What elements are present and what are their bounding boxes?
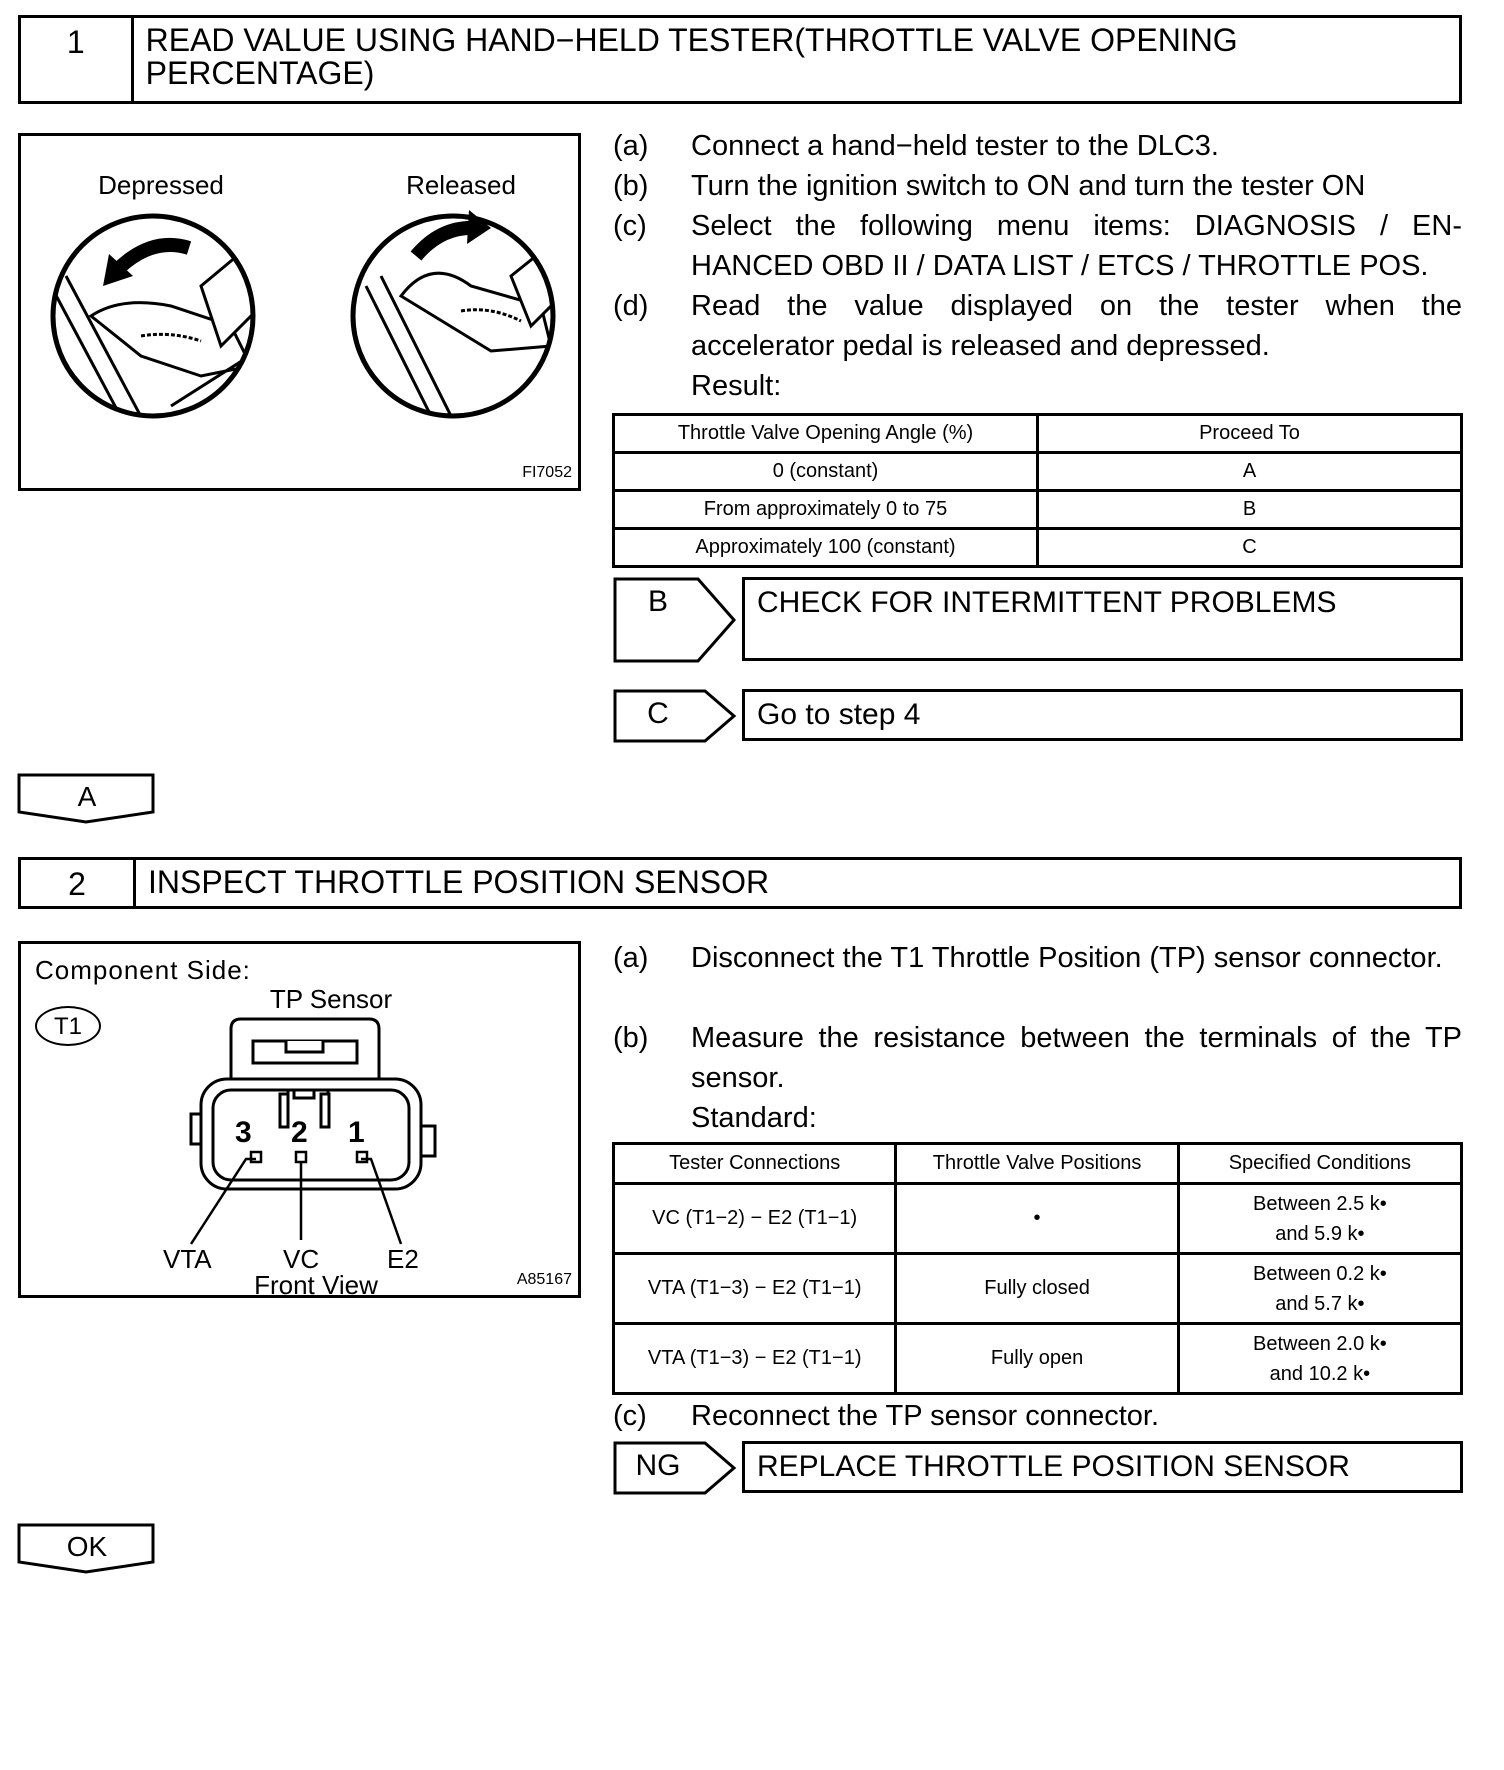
table-cell: • xyxy=(896,1184,1178,1254)
branch-ng-text: REPLACE THROTTLE POSITION SENSOR xyxy=(757,1450,1350,1483)
instruction-a xyxy=(613,126,1462,166)
instruction-b xyxy=(613,166,1462,206)
condition-line: Between 2.0 k• xyxy=(1253,1332,1387,1355)
table-cell: B xyxy=(1038,491,1462,529)
branch-b-label: B xyxy=(647,585,668,618)
table-row xyxy=(614,1324,1462,1394)
connector-id: T1 xyxy=(53,1013,82,1040)
result-label: Result: xyxy=(691,370,782,402)
table-header: Proceed To xyxy=(1038,415,1462,453)
table-cell xyxy=(1178,1324,1461,1394)
next-a-label: A xyxy=(77,781,97,812)
branch-ng-action xyxy=(742,1441,1463,1493)
instruction-label: (c) xyxy=(613,1400,647,1432)
table-row xyxy=(614,529,1462,567)
instruction-text: Disconnect the T1 Throttle Position (TP) sensor connector. xyxy=(691,942,1443,974)
table-cell xyxy=(1178,1184,1461,1254)
table-cell: C xyxy=(1038,529,1462,567)
table-header-row xyxy=(614,1144,1462,1184)
table-cell: 0 (constant) xyxy=(614,453,1038,491)
step2-number: 2 xyxy=(21,860,136,906)
label-released: Released xyxy=(406,170,516,200)
condition-line: and 5.7 k• xyxy=(1275,1292,1365,1315)
instruction-label: (b) xyxy=(613,170,649,202)
instruction-text: Measure the resistance between the terminals of the TP sensor. xyxy=(691,1022,1462,1094)
table-row xyxy=(614,453,1462,491)
table-row xyxy=(614,491,1462,529)
table-header: Throttle Valve Opening Angle (%) xyxy=(614,415,1038,453)
table-cell: VTA (T1−3) − E2 (T1−1) xyxy=(614,1324,896,1394)
figure-code: FI7052 xyxy=(522,464,572,481)
front-view-label: Front View xyxy=(254,1270,378,1300)
connector-figure xyxy=(18,941,581,1298)
branch-b-action xyxy=(742,577,1463,661)
table-cell: Fully closed xyxy=(896,1254,1178,1324)
table-cell: Fully open xyxy=(896,1324,1178,1394)
pedal-illustration xyxy=(21,136,578,488)
table-header-row xyxy=(614,415,1462,453)
instruction-c xyxy=(613,1396,1462,1436)
instruction-label: (d) xyxy=(613,290,649,322)
pin-label-vta: VTA xyxy=(163,1244,212,1274)
condition-line: Between 2.5 k• xyxy=(1253,1192,1387,1215)
condition-line: Between 0.2 k• xyxy=(1253,1262,1387,1285)
table-cell xyxy=(1178,1254,1461,1324)
component-side-label: Component Side: xyxy=(35,955,251,985)
pin-3: 3 xyxy=(235,1116,252,1149)
result-table xyxy=(612,413,1463,568)
instruction-label: (b) xyxy=(613,1022,649,1054)
branch-c-action xyxy=(742,689,1463,741)
instruction-text: Read the value displayed on the tester when the accelerator pedal is released and depressed. xyxy=(691,290,1462,362)
table-cell: Approximately 100 (constant) xyxy=(614,529,1038,567)
arrow-up-icon xyxy=(416,228,476,256)
arrow-down-icon xyxy=(116,245,189,271)
table-cell: VC (T1−2) − E2 (T1−1) xyxy=(614,1184,896,1254)
condition-line: and 10.2 k• xyxy=(1269,1362,1371,1385)
branch-ng-label: NG xyxy=(635,1449,681,1482)
instruction-label: (a) xyxy=(613,130,649,162)
label-depressed: Depressed xyxy=(98,170,224,200)
table-header: Throttle Valve Positions xyxy=(896,1144,1178,1184)
pin-label-vc: VC xyxy=(283,1244,320,1274)
next-ok-label: OK xyxy=(66,1531,108,1562)
instruction-text: Reconnect the TP sensor connector. xyxy=(691,1400,1160,1432)
pedal-figure xyxy=(18,133,581,491)
table-header: Tester Connections xyxy=(614,1144,896,1184)
condition-line: and 5.9 k• xyxy=(1275,1222,1365,1245)
table-header: Specified Conditions xyxy=(1178,1144,1461,1184)
standard-label: Standard: xyxy=(691,1102,817,1134)
branch-c-label: C xyxy=(647,697,669,730)
instruction-text: Select the following menu items: DIAGNOSIS / EN-HANCED OBD II / DATA LIST / ETCS / THROTTLE POS. xyxy=(691,210,1462,282)
table-row xyxy=(614,1254,1462,1324)
table-cell: VTA (T1−3) − E2 (T1−1) xyxy=(614,1254,896,1324)
branch-b-text: CHECK FOR INTERMITTENT PROBLEMS xyxy=(757,586,1337,619)
table-row xyxy=(614,1184,1462,1254)
tp-sensor-label: TP Sensor xyxy=(269,984,393,1014)
instruction-text: Turn the ignition switch to ON and turn the tester ON xyxy=(691,170,1366,202)
instruction-b xyxy=(613,1018,1462,1098)
instruction-c xyxy=(613,206,1462,286)
step1-number: 1 xyxy=(21,18,134,101)
instruction-a xyxy=(613,938,1462,1018)
branch-c-text: Go to step 4 xyxy=(757,698,921,731)
pin-2: 2 xyxy=(291,1116,308,1149)
figure-code: A85167 xyxy=(516,1271,572,1288)
instruction-d xyxy=(613,286,1462,366)
instruction-text: Connect a hand−held tester to the DLC3. xyxy=(691,130,1219,162)
step1-title: READ VALUE USING HAND−HELD TESTER(THROTTLE VALVE OPENING PERCENTAGE) xyxy=(145,22,1238,91)
table-cell: From approximately 0 to 75 xyxy=(614,491,1038,529)
pin-1: 1 xyxy=(348,1116,365,1149)
step2-header xyxy=(18,857,1462,909)
standard-table xyxy=(612,1142,1463,1395)
step1-header xyxy=(18,15,1462,104)
instruction-label: (c) xyxy=(613,210,647,242)
table-cell: A xyxy=(1038,453,1462,491)
instruction-label: (a) xyxy=(613,942,649,974)
pin-label-e2: E2 xyxy=(387,1244,419,1274)
step2-title: INSPECT THROTTLE POSITION SENSOR xyxy=(148,864,770,900)
